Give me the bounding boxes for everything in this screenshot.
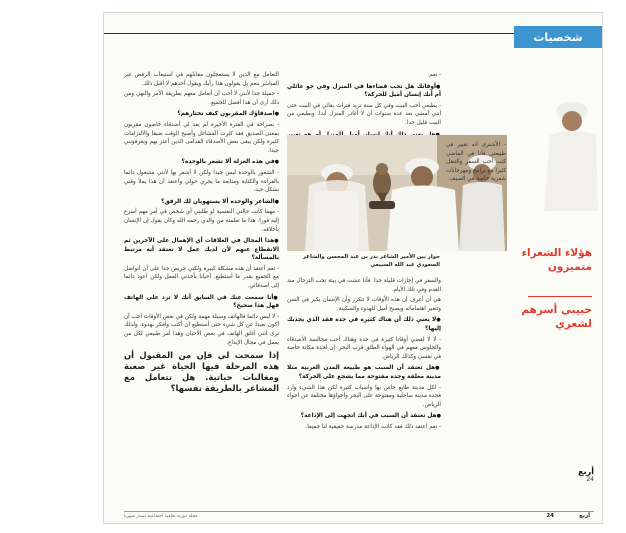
footer-page: 24 xyxy=(546,513,554,519)
side-column xyxy=(514,51,598,515)
pull-quote-2: حبيبي أسرهم لشعري xyxy=(521,304,592,330)
question-heading: ● هل تعتقد أن السبب في أنك اتجهت إلى الإذاعة؟ xyxy=(287,412,441,421)
question-heading: ● الشاعر والوحدة ألا يستهويان لك الرفق؟ xyxy=(124,198,279,207)
page-brand: أربع xyxy=(578,467,594,476)
paragraph: - بطبعي أحب البيت وفي كل سنة نزيد فترات بقائي في البيت حتى أنني أمضي بعد عدة سنوات أن لا أغادر المنزل أبدا. وبطبعي من البيت قليل جدا. xyxy=(287,102,441,126)
column-narrow xyxy=(446,141,506,257)
question-heading: ● اصدقاؤك المقربون كيف تختارهم؟ xyxy=(124,110,279,119)
paragraph: - لا ليس دائما فالهاتف وسيلة مهمة ولكن في بعض الأوقات أحب أن أكون بعيدا عن كل شيء حتى أستطيع أن أكتب وأفكر بهدوء. ولذلك ترى أنني أغلق الهاتف في بعض الأحيان وهذا أمر طبيعي لكل من يعمل في مجال الإبداع. xyxy=(124,313,279,346)
question-heading: إذا سمحت لي فإن من المقبول أن هذه المرحلة فيها الحياة غير صعبة ومغالبات حياتية. هل تتعامل مع المشاعر بالطريقة نفسها؟ xyxy=(124,350,279,394)
paragraph: التعامل مع الذين لا يستعجلون مقابلهم في استيعاب الرفض غير المباشر بنعم بل يقولون هذا رأيك ويقول أحدهم لا أقبل ذلك. xyxy=(124,72,279,87)
column-middle-top xyxy=(287,71,441,133)
magazine-page xyxy=(103,12,603,524)
footer-magazine: أربع xyxy=(579,513,590,519)
paragraph: - الشعور بالوحدة ليس جيدا ولكن لا أشعر بها لأنني مشغول دائما بالقراءة والكتابة ومتابعة ما يجري حولي وأعتقد أن هذا يملأ وقتي بشكل جيد. xyxy=(124,169,279,194)
paragraph: - بصراحة في الفترة الأخيرة لم يعد لي أصدقاء خاصون مقربون بمعنى الصديق فقد كثرت المشاغل وأصبح الوقت ضيقا والالتزامات كثيرة ولكن يبقى بعض الأصدقاء القدامى الذين أعتز بهم ويعرفونني جيدا. xyxy=(124,121,279,154)
paragraph: - مهما كانت حالتي النفسية لو طلبني أي شخص في أمر مهم أسرع إليه فورا. هذا ما تعلمته من والدي رحمه الله وكان يقول إن الإنسان بأخلاقه. xyxy=(124,209,279,233)
page-number: 24 xyxy=(586,476,594,483)
question-heading: ● في هذه العزلة ألا تشعر بالوحدة؟ xyxy=(124,158,279,167)
pull-quote-1: هؤلاء الشعراء متميزون xyxy=(521,247,592,273)
page-number-block xyxy=(546,467,594,501)
paragraph: - الأشترى أنه تغيير في طبيعتي فأنا في الماضي كنت أحب السفر والتنقل كثيرا مع برامج ومهرجانات شعرية خاصة في الصيف. xyxy=(446,142,506,183)
page-footer xyxy=(124,511,594,523)
footer-text: مجلة دورية ثقافية اجتماعية تصدر شهريا xyxy=(124,514,198,519)
question-heading: ● لا يعني ذلك أن هناك كثيرة في جدة فقد الذي يجذبك إليها؟ xyxy=(287,316,441,333)
question-heading: ● هل تعتقد أن السبب هو طبيعة المدن العربية مثلا مدينة مغلقة وجدة مفتوحة مما يشجع على الحركة؟ xyxy=(287,364,441,381)
section-tab: شخصيات xyxy=(514,26,602,48)
column-middle-bottom xyxy=(287,277,441,507)
paragraph: - نعم أعتقد أن هذه مشكلة كبيرة ولكني حريص جدا على أن أتواصل مع الجميع بقدر ما أستطيع. أحيانا يأخذني العمل ولكن أعود دائما إلى أصدقائي. xyxy=(124,265,279,290)
paragraph: هي أن أعرف أن هذه الأوقات لا تتكرر وأن الإنسان يكبر في السن وتتغير اهتماماته ويصبح أميل للهدوء والسكينة. xyxy=(287,297,441,312)
photo-caption: حوار بين الأمير الشاعر بدر بن عبد المحسن والشاعر السعودي عبد الله السبيعي xyxy=(302,254,440,268)
question-heading: ● أنا سمعت عنك في السابق أنك لا ترد على الهاتف فهل هذا صحيح؟ xyxy=(124,294,279,311)
question-heading: ● أوقاتك هل تحب قضاءها في المنزل وفي جو عائلي أم أنك إنسان أميل للحركة؟ xyxy=(287,83,441,100)
paragraph: - لا لا لقضي أوقاتا كثيرة في جدة وهناك أحب مجالسة الأصدقاء والجلوس معهم في الهواء الطلق قرب البحر. إن لجدة مكانة خاصة في نفسي وكذلك الرياض. xyxy=(287,336,441,360)
side-photo-illustration xyxy=(514,61,598,211)
paragraph: والسفر في إجازات قليلة جدا. فأنا عشت في بيئة تحب الترحال منذ القدم وفي تلك الأيام. xyxy=(287,278,441,293)
paragraph: - جميلة جدا لأنني لا أحب أن أتعامل معهم بطريقة الأمر والنهي ومن ذلك أرى أن هذا أفضل للجميع. xyxy=(124,91,279,106)
column-left xyxy=(124,71,279,507)
paragraph: - نعم. xyxy=(427,72,441,78)
paragraph: - لكل مدينة طابع خاص بها وأسباب كثيرة لكن هذا الشيء وارد فجدة مدينة ساحلية ومفتوحة على البحر وأجواؤها مختلفة عن أجواء الرياض. xyxy=(287,384,441,408)
paragraph: - نعم أعتقد ذلك فقد كانت الإذاعة مدرسة حقيقية لنا جميعا. xyxy=(305,423,441,430)
question-heading: ● هذا المجال في العلاقات أي الإهمال على الآخرين ثم الانقطاع عنهم لأن لديك عمل لا تعتقد أنه مرتبط بالمسألة؟ xyxy=(124,237,279,263)
pull-quote-divider xyxy=(528,296,592,297)
